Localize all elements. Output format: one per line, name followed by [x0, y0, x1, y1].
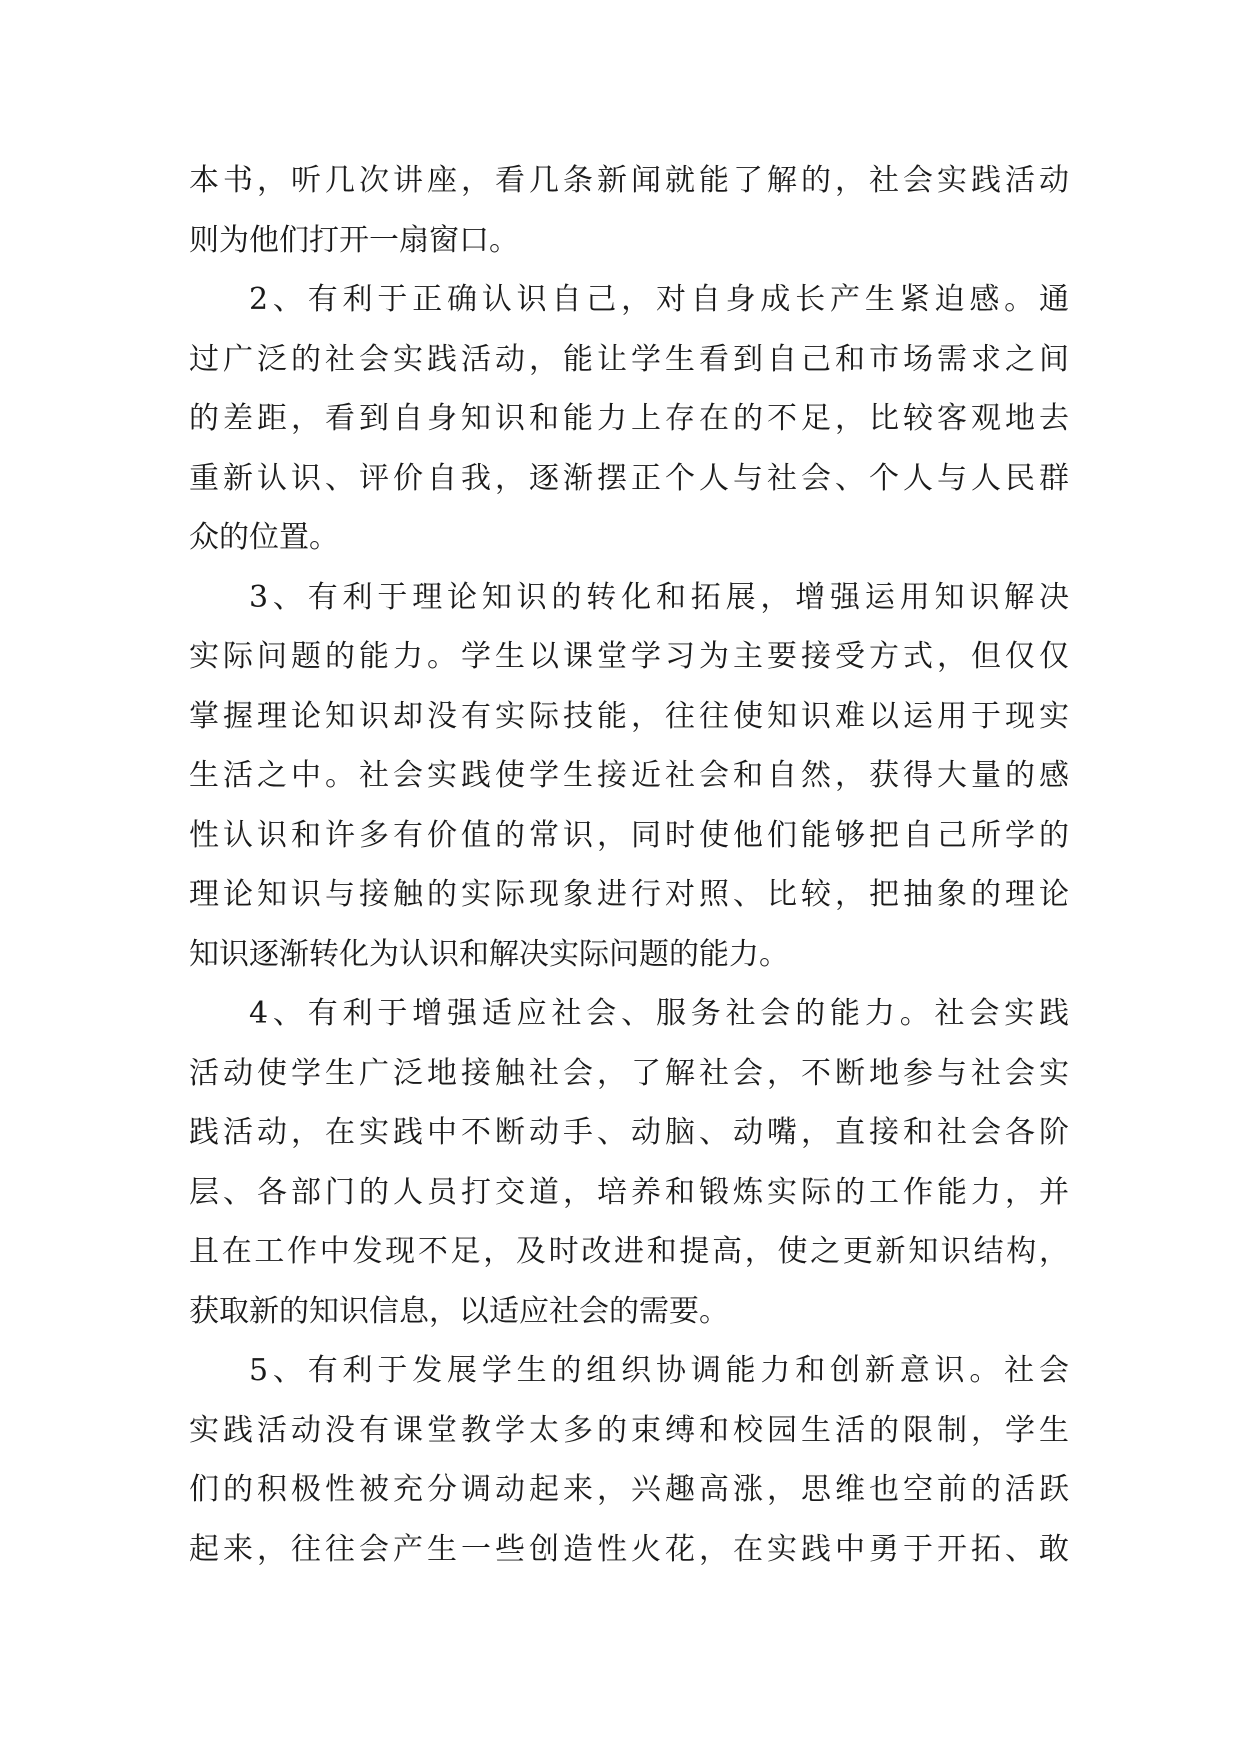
text-line: 获取新的知识信息，以适应社会的需要。: [189, 1293, 729, 1329]
text-line: 层、各部门的人员打交道，培养和锻炼实际的工作能力，并: [189, 1174, 1069, 1210]
text-line: 且在工作中发现不足，及时改进和提高，使之更新知识结构，: [189, 1234, 1069, 1269]
text-line: 的差距，看到自身知识和能力上存在的不足，比较客观地去: [189, 401, 1069, 436]
text-line: 践活动，在实践中不断动手、动脑、动嘴，直接和社会各阶: [189, 1115, 1069, 1150]
text-line: 理论知识与接触的实际现象进行对照、比较，把抽象的理论: [189, 877, 1069, 912]
text-line: 重新认识、评价自我，逐渐摆正个人与社会、个人与人民群: [189, 460, 1069, 496]
text-line: 众的位置。: [189, 520, 339, 555]
paragraph-first-line: 2、有利于正确认识自己，对自身成长产生紧迫感。通: [249, 282, 1069, 317]
text-line: 实践活动没有课堂教学太多的束缚和校园生活的限制，学生: [189, 1412, 1069, 1448]
text-line: 实际问题的能力。学生以课堂学习为主要接受方式，但仅仅: [189, 639, 1069, 674]
body-text: [189, 151, 1069, 1579]
paragraph-first-line: 3、有利于理论知识的转化和拓展，增强运用知识解决: [249, 579, 1069, 615]
text-line: 起来，往往会产生一些创造性火花，在实践中勇于开拓、敢: [189, 1531, 1069, 1567]
text-line: 则为他们打开一扇窗口。: [189, 222, 519, 258]
paragraph-first-line: 5、有利于发展学生的组织协调能力和创新意识。社会: [249, 1353, 1069, 1388]
text-line: 们的积极性被充分调动起来，兴趣高涨，思维也空前的活跃: [189, 1472, 1069, 1507]
text-line: 活动使学生广泛地接触社会，了解社会，不断地参与社会实: [189, 1055, 1069, 1091]
text-line: 性认识和许多有价值的常识，同时使他们能够把自己所学的: [189, 817, 1069, 853]
text-line: 本书，听几次讲座，看几条新闻就能了解的，社会实践活动: [189, 163, 1069, 198]
text-line: 生活之中。社会实践使学生接近社会和自然，获得大量的感: [189, 758, 1069, 793]
text-line: 知识逐渐转化为认识和解决实际问题的能力。: [189, 936, 789, 972]
text-line: 过广泛的社会实践活动，能让学生看到自己和市场需求之间: [189, 341, 1069, 377]
paragraph-first-line: 4、有利于增强适应社会、服务社会的能力。社会实践: [249, 996, 1069, 1031]
text-line: 掌握理论知识却没有实际技能，往往使知识难以运用于现实: [189, 698, 1069, 734]
